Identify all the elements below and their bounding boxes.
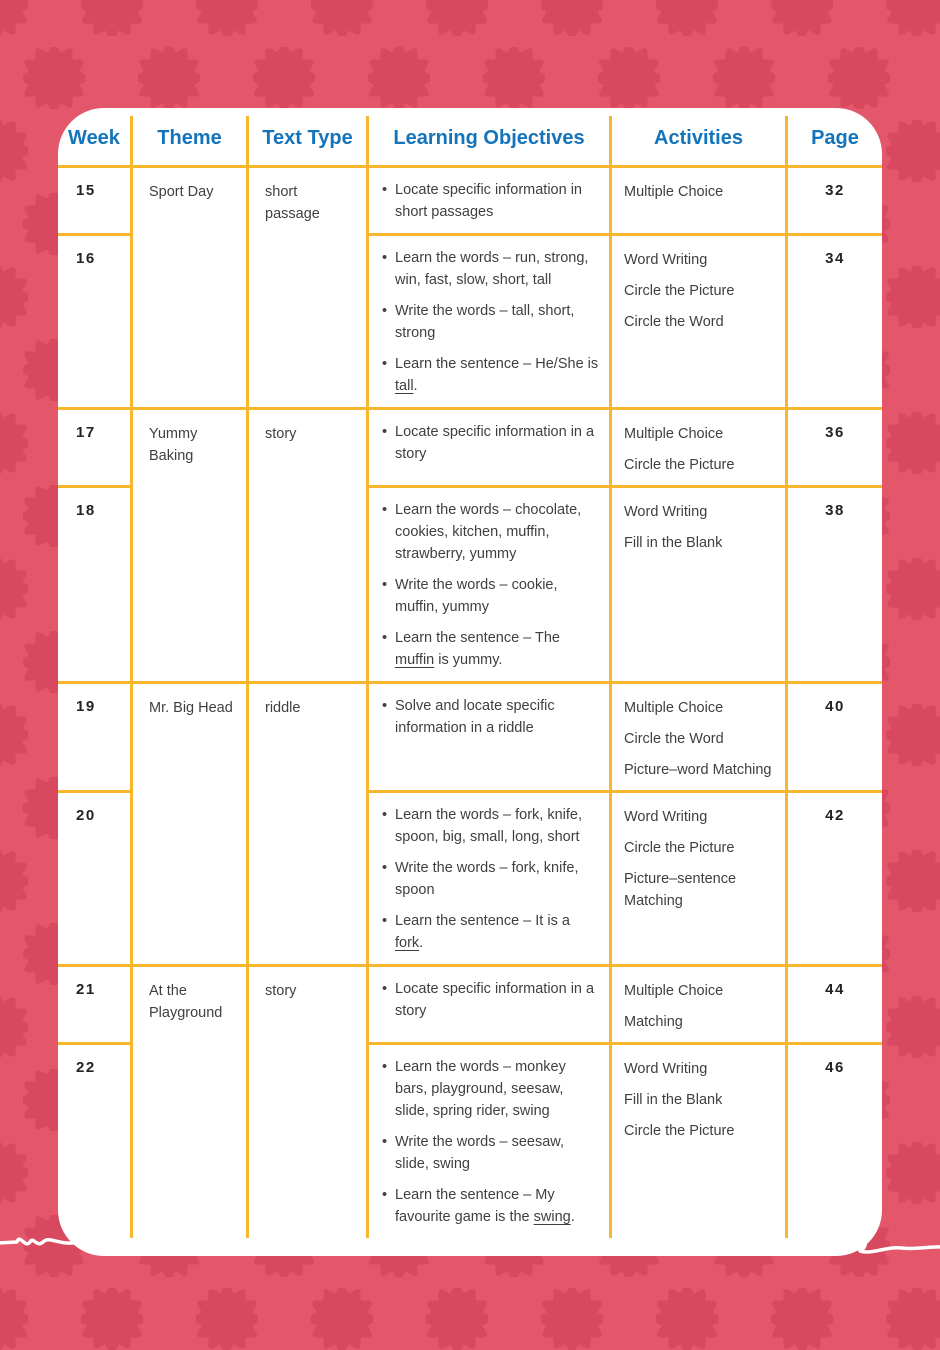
activity-item: Multiple Choice	[624, 700, 724, 716]
flower-icon	[138, 47, 200, 109]
column-header-learning-objectives: Learning Objectives	[369, 116, 612, 168]
flower-icon	[656, 1288, 718, 1350]
objectives-cell	[369, 964, 612, 1042]
flower-icon	[886, 1142, 940, 1204]
activities-cell	[612, 681, 788, 790]
objective-item	[382, 499, 599, 565]
activities-cell	[612, 964, 788, 1042]
activity-item: Circle the Word	[624, 731, 724, 747]
flower-icon	[886, 120, 940, 182]
flower-icon	[81, 0, 143, 36]
activities-cell	[612, 168, 788, 233]
objectives-cell	[369, 233, 612, 407]
activity-item: Multiple Choice	[624, 426, 724, 442]
objective-text: Learn the words – chocolate, cookies, kitchen, muffin, strawberry, yummy	[395, 502, 582, 562]
activity-item: Multiple Choice	[624, 983, 724, 999]
text-type-cell: story	[249, 407, 369, 681]
objective-item	[382, 574, 599, 618]
theme-cell: Mr. Big Head	[133, 681, 249, 964]
flower-icon	[311, 0, 373, 36]
flower-icon	[196, 0, 258, 36]
objective-item	[382, 804, 599, 848]
bullet-icon: •	[382, 1059, 388, 1075]
theme-cell: Sport Day	[133, 168, 249, 407]
week-cell: 19	[58, 681, 133, 790]
flower-icon	[0, 996, 28, 1058]
flower-icon	[0, 120, 28, 182]
flower-icon	[541, 0, 603, 36]
flower-icon	[541, 1288, 603, 1350]
activity-item: Word Writing	[624, 1061, 708, 1077]
page-cell: 34	[788, 233, 882, 407]
week-cell: 18	[58, 485, 133, 681]
activities-cell	[612, 407, 788, 485]
week-cell: 22	[58, 1042, 133, 1238]
flower-icon	[81, 1288, 143, 1350]
bullet-icon: •	[382, 356, 388, 372]
flower-icon	[483, 47, 545, 109]
column-header-theme: Theme	[133, 116, 249, 168]
objectives-cell	[369, 485, 612, 681]
flower-icon	[23, 47, 85, 109]
flower-icon	[771, 0, 833, 36]
flower-icon	[0, 558, 28, 620]
week-cell: 15	[58, 168, 133, 233]
objectives-cell	[369, 407, 612, 485]
activity-item: Picture–sentence Matching	[624, 871, 737, 909]
page-cell: 44	[788, 964, 882, 1042]
bullet-icon: •	[382, 182, 388, 198]
flower-icon	[886, 0, 940, 36]
flower-icon	[368, 47, 430, 109]
objective-text: Locate specific information in a story	[395, 981, 595, 1019]
activities-cell	[612, 233, 788, 407]
objective-item	[382, 978, 599, 1022]
activity-item: Word Writing	[624, 252, 708, 268]
flower-icon	[656, 0, 718, 36]
flower-icon	[0, 266, 28, 328]
objective-item	[382, 300, 599, 344]
objective-text: Learn the words – monkey bars, playground, seesaw, slide, spring rider, swing	[395, 1059, 566, 1119]
flower-icon	[886, 1288, 940, 1350]
activity-item: Circle the Picture	[624, 840, 735, 856]
objective-text: Learn the sentence – My favourite game is the swing.	[395, 1187, 575, 1225]
objective-item	[382, 857, 599, 901]
text-type-cell: riddle	[249, 681, 369, 964]
bullet-icon: •	[382, 1187, 388, 1203]
objective-item	[382, 247, 599, 291]
page-cell: 42	[788, 790, 882, 964]
page-cell: 36	[788, 407, 882, 485]
flower-icon	[771, 1288, 833, 1350]
column-header-text-type: Text Type	[249, 116, 369, 168]
activity-item: Circle the Picture	[624, 457, 735, 473]
page-cell: 38	[788, 485, 882, 681]
flower-icon	[598, 47, 660, 109]
objective-text: Locate specific information in short passages	[395, 182, 582, 220]
objective-item	[382, 627, 599, 671]
objective-text: Learn the words – run, strong, win, fast, slow, short, tall	[395, 250, 589, 288]
text-type-cell: short passage	[249, 168, 369, 407]
theme-cell: At the Playground	[133, 964, 249, 1238]
activity-item: Circle the Picture	[624, 283, 735, 299]
page-cell: 32	[825, 182, 845, 199]
objective-text: Learn the sentence – It is a fork.	[395, 913, 570, 951]
objective-item	[382, 1131, 599, 1175]
bullet-icon: •	[382, 913, 388, 929]
flower-icon	[886, 412, 940, 474]
flower-icon	[828, 47, 890, 109]
bullet-icon: •	[382, 250, 388, 266]
activities-cell	[612, 790, 788, 964]
contents-card	[58, 108, 882, 1256]
toc-table	[58, 116, 882, 1238]
activity-item: Fill in the Blank	[624, 1092, 723, 1108]
objective-text: Write the words – cookie, muffin, yummy	[395, 577, 558, 615]
bullet-icon: •	[382, 860, 388, 876]
objective-item	[382, 910, 599, 954]
page-cell: 40	[788, 681, 882, 790]
flower-icon	[0, 0, 28, 36]
objectives-cell	[369, 168, 612, 233]
objective-text: Write the words – fork, knife, spoon	[395, 860, 579, 898]
objective-text: Learn the sentence – He/She is tall.	[395, 356, 599, 394]
flower-icon	[886, 850, 940, 912]
objective-text: Solve and locate specific information in a riddle	[395, 698, 555, 736]
column-header-week: Week	[58, 116, 133, 168]
flower-icon	[196, 1288, 258, 1350]
objective-text: Learn the sentence – The muffin is yummy.	[395, 630, 560, 668]
bullet-icon: •	[382, 577, 388, 593]
objective-text: Learn the words – fork, knife, spoon, big, small, long, short	[395, 807, 582, 845]
objective-text: Write the words – tall, short, strong	[395, 303, 575, 341]
bullet-icon: •	[382, 303, 388, 319]
activities-cell	[612, 485, 788, 681]
bullet-icon: •	[382, 502, 388, 518]
flower-icon	[426, 1288, 488, 1350]
objective-text: Locate specific information in a story	[395, 424, 595, 462]
flower-icon	[311, 1288, 373, 1350]
bullet-icon: •	[382, 981, 388, 997]
objective-item	[382, 1056, 599, 1122]
activity-item: Word Writing	[624, 504, 708, 520]
bullet-icon: •	[382, 807, 388, 823]
objective-item	[382, 179, 599, 223]
activity-item: Circle the Picture	[624, 1123, 735, 1139]
week-cell: 21	[58, 964, 133, 1042]
column-header-activities: Activities	[612, 116, 788, 168]
flower-icon	[0, 1288, 28, 1350]
squiggle-line-icon	[0, 1208, 940, 1278]
flower-icon	[713, 47, 775, 109]
activity-item: Matching	[624, 1014, 683, 1030]
page-cell: 46	[788, 1042, 882, 1238]
activity-item: Fill in the Blank	[624, 535, 723, 551]
flower-icon	[426, 0, 488, 36]
activity-item: Circle the Word	[624, 314, 724, 330]
flower-icon	[0, 850, 28, 912]
flower-icon	[886, 558, 940, 620]
flower-icon	[0, 412, 28, 474]
week-cell: 17	[58, 407, 133, 485]
text-type-cell: story	[249, 964, 369, 1238]
bullet-icon: •	[382, 698, 388, 714]
flower-icon	[886, 266, 940, 328]
flower-icon	[886, 704, 940, 766]
bullet-icon: •	[382, 424, 388, 440]
activity-item: Word Writing	[624, 809, 708, 825]
bullet-icon: •	[382, 1134, 388, 1150]
objective-item	[382, 695, 599, 739]
objective-item	[382, 421, 599, 465]
activity-item: Multiple Choice	[624, 184, 724, 200]
objective-text: Write the words – seesaw, slide, swing	[395, 1134, 564, 1172]
flower-icon	[253, 47, 315, 109]
column-header-page: Page	[788, 116, 882, 168]
activity-item: Picture–word Matching	[624, 762, 772, 778]
flower-icon	[886, 996, 940, 1058]
objective-item	[382, 353, 599, 397]
theme-cell: Yummy Baking	[133, 407, 249, 681]
flower-icon	[0, 1142, 28, 1204]
flower-icon	[0, 704, 28, 766]
bullet-icon: •	[382, 630, 388, 646]
objectives-cell	[369, 790, 612, 964]
week-cell: 20	[58, 790, 133, 964]
week-cell: 16	[58, 233, 133, 407]
objectives-cell	[369, 681, 612, 790]
